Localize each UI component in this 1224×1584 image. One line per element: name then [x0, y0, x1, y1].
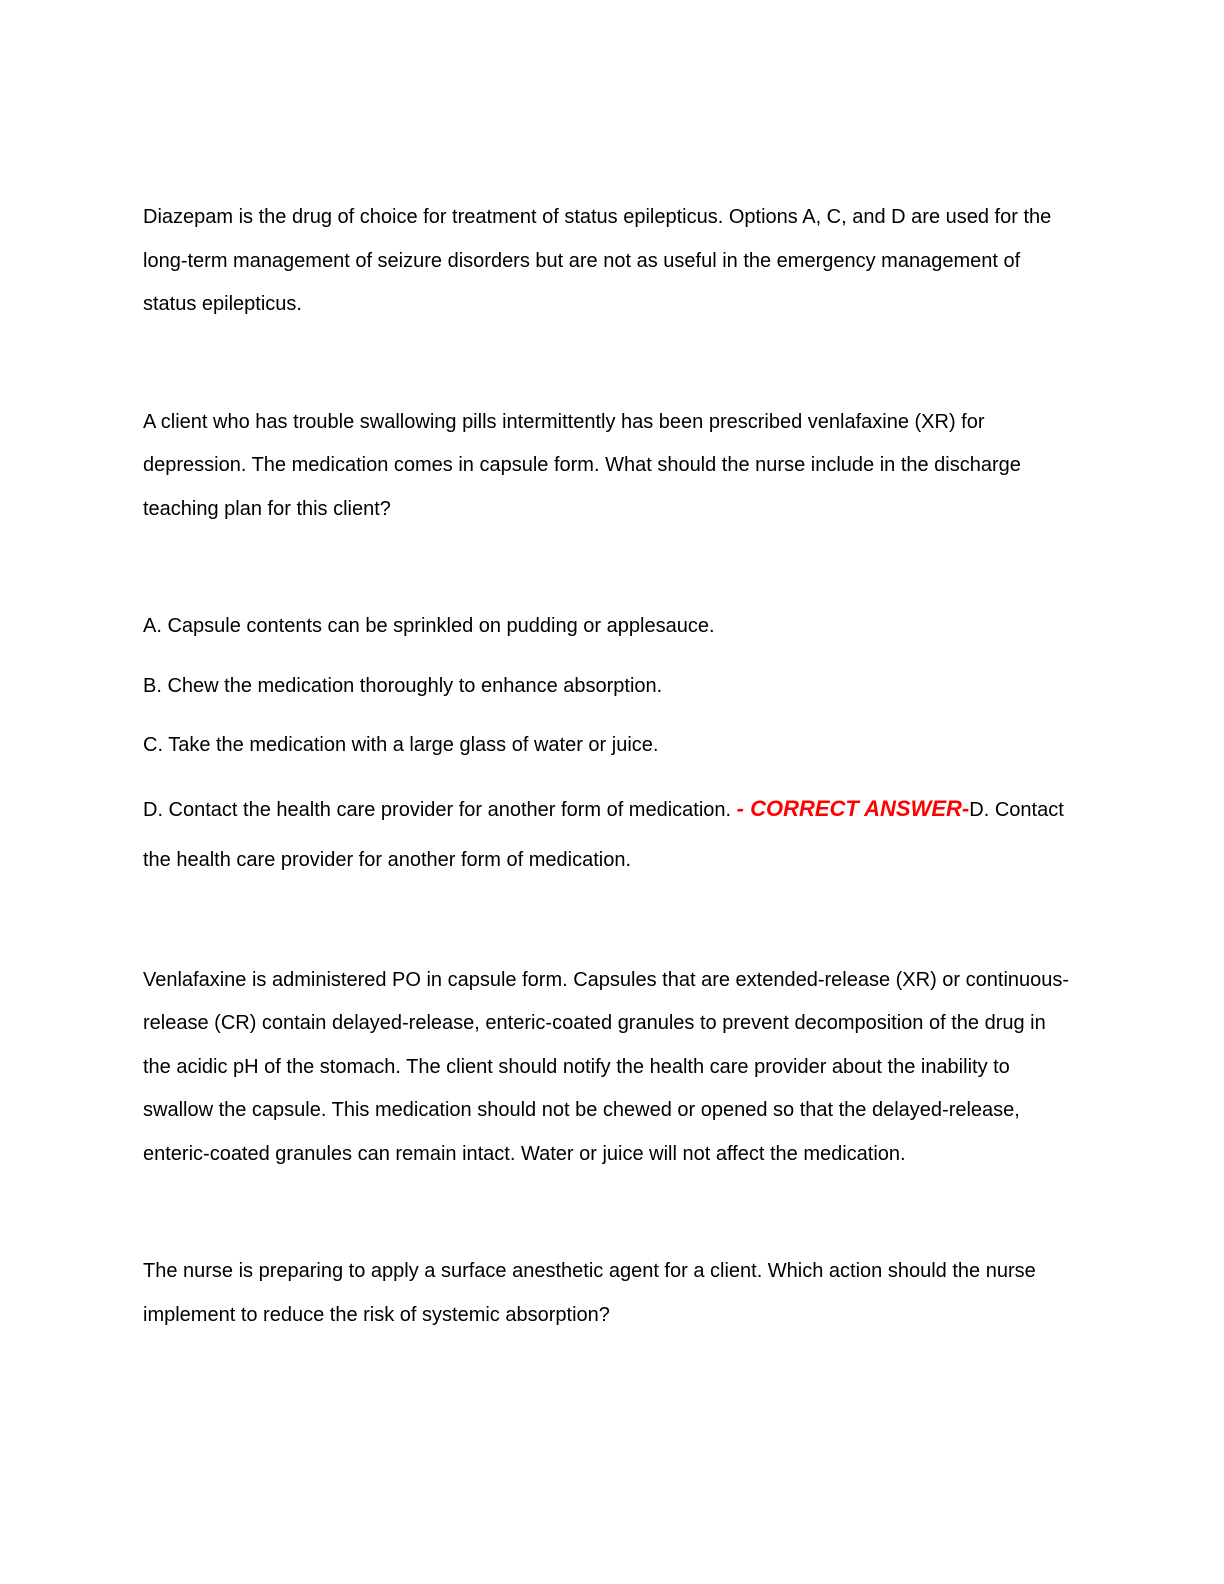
correct-answer-label: - CORRECT ANSWER- — [736, 795, 970, 821]
question-paragraph: A client who has trouble swallowing pills intermittently has been prescribed venlafaxine (XR) for depression. The medication comes in capsule form. What should the nurse include in the discharge teaching plan for this client? — [143, 410, 1021, 520]
spacer — [143, 768, 1078, 784]
spacer — [143, 1176, 1078, 1250]
rationale-paragraph: Diazepam is the drug of choice for treatment of status epilepticus. Options A, C, and D are used for the long-term management of seizure disorders but are not as useful in the emergency management of status epilepticus. — [143, 206, 1052, 315]
option-b: B. Chew the medication thoroughly to enhance absorption. — [143, 674, 663, 697]
spacer — [143, 885, 1078, 959]
spacer — [143, 708, 1078, 724]
correct-answer-text: D. Contact the health care provider for another form of medication. — [143, 798, 1064, 871]
document-content — [143, 196, 1078, 1337]
question-paragraph: The nurse is preparing to apply a surface anesthetic agent for a client. Which action should the nurse implement to reduce the risk of systemic absorption? — [143, 1260, 1036, 1326]
spacer — [143, 531, 1078, 605]
spacer — [143, 327, 1078, 401]
option-c: C. Take the medication with a large glass of water or juice. — [143, 734, 659, 756]
option-d: D. Contact the health care provider for another form of medication. — [143, 798, 732, 821]
rationale-paragraph: Venlafaxine is administered PO in capsule form. Capsules that are extended-release (XR) or continuous-release (CR) contain delayed-release, enteric-coated granules to prevent decomposition of the drug in the acidic pH of the stomach. The client should notify the health care provider about the inability to swallow the capsule. This medication should not be chewed or opened so that the delayed-release, enteric-coated granules can remain intact. Water or juice will not affect the medication. — [143, 968, 1070, 1165]
spacer — [143, 649, 1078, 665]
option-d-with-answer — [143, 784, 1078, 885]
option-a: A. Capsule contents can be sprinkled on pudding or applesauce. — [143, 615, 715, 637]
